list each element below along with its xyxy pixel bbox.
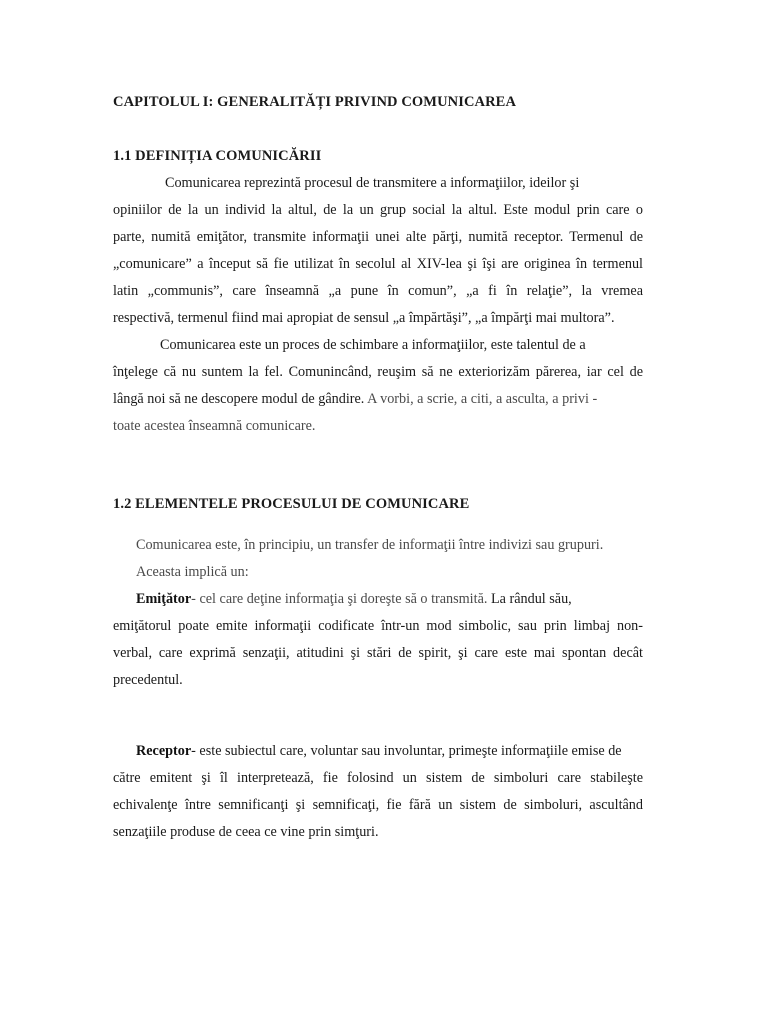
paragraph-line: precedentul. bbox=[113, 672, 183, 688]
section-title-definition: 1.1 DEFINIȚIA COMUNICĂRII bbox=[113, 148, 322, 164]
term-receptor: Receptor bbox=[136, 743, 192, 759]
paragraph-line: opiniilor de la un individ la altul, de la un grup social la altul. Este modul prin care o bbox=[113, 202, 643, 218]
paragraph-line: către emitent şi îl interpretează, fie folosind un sistem de simboluri care stabileşte bbox=[113, 770, 643, 786]
paragraph-text: A vorbi, a scrie, a citi, a asculta, a privi - bbox=[367, 391, 598, 407]
paragraph-text: lângă noi să ne descopere modul de gândire. bbox=[113, 391, 365, 407]
paragraph-line: Comunicarea este un proces de schimbare a informaţiilor, este talentul de a bbox=[160, 337, 586, 353]
paragraph-line: latin „communis”, care înseamnă „a pune în comun”, „a fi în relaţie”, la vremea bbox=[113, 283, 643, 299]
section-title-elements: 1.2 ELEMENTELE PROCESULUI DE COMUNICARE bbox=[113, 496, 470, 512]
paragraph-line: senzaţiile produse de ceea ce vine prin simţuri. bbox=[113, 824, 379, 840]
paragraph-text: - cel care deţine informaţia şi doreşte să o transmită. bbox=[191, 591, 488, 607]
paragraph-line bbox=[113, 390, 643, 408]
paragraph-line: Aceasta implică un: bbox=[136, 564, 249, 580]
paragraph-text: La rândul său, bbox=[490, 591, 572, 607]
paragraph-line: Comunicarea este, în principiu, un transfer de informaţii între indivizi sau grupuri. bbox=[136, 537, 604, 553]
paragraph-line: parte, numită emiţător, transmite informaţii unei alte părţi, numită receptor. Termenul de bbox=[113, 229, 643, 245]
paragraph-line: respectivă, termenul fiind mai apropiat de sensul „a împărtăşi”, „a împărţi mai multora”. bbox=[113, 310, 615, 326]
paragraph-line bbox=[136, 590, 643, 608]
paragraph-line: toate acestea înseamnă comunicare. bbox=[113, 418, 316, 434]
paragraph-line: echivalenţe între semnificanţi şi semnificaţi, fie fără un sistem de simboluri, ascultând bbox=[113, 797, 643, 813]
paragraph-line: înţelege că nu suntem la fel. Comunincând, reuşim să ne exteriorizăm părerea, iar cel de bbox=[113, 364, 643, 380]
paragraph-text: - este subiectul care, voluntar sau involuntar, primeşte informaţiile emise de bbox=[191, 743, 622, 759]
paragraph-line bbox=[136, 742, 643, 760]
term-emitator: Emiţător bbox=[136, 591, 192, 607]
paragraph-line: „comunicare” a început să fie utilizat în secolul al XIV-lea şi îşi are originea în termenul bbox=[113, 256, 643, 272]
paragraph-line: emiţătorul poate emite informaţii codificate într-un mod simbolic, sau prin limbaj non- bbox=[113, 618, 643, 634]
paragraph-line: verbal, care exprimă senzaţii, atitudini şi stări de spirit, şi care este mai spontan decât bbox=[113, 645, 643, 661]
paragraph-line: Comunicarea reprezintă procesul de transmitere a informaţiilor, ideilor şi bbox=[165, 175, 580, 191]
chapter-title: CAPITOLUL I: GENERALITĂȚI PRIVIND COMUNICAREA bbox=[113, 94, 517, 110]
